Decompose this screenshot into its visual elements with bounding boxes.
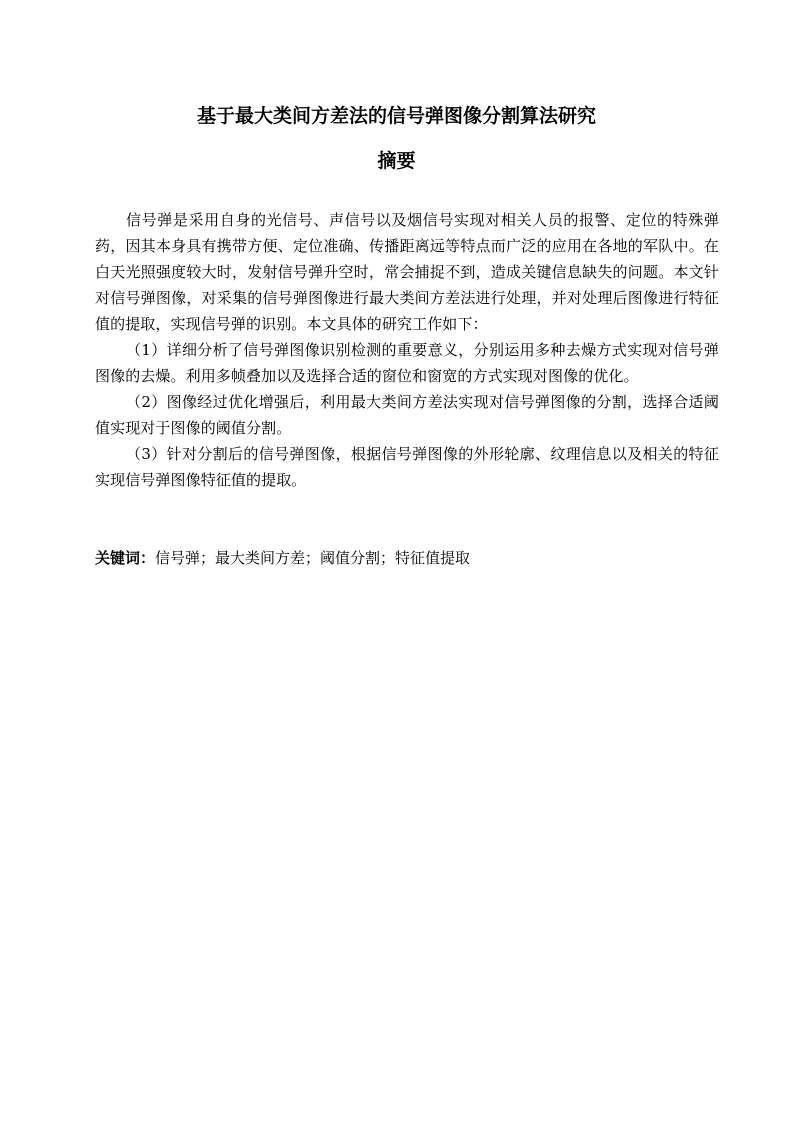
keywords-text: 信号弹；最大类间方差；阈值分割；特征值提取: [155, 549, 471, 567]
abstract-paragraph-intro: 信号弹是采用自身的光信号、声信号以及烟信号实现对相关人员的报警、定位的特殊弹药，因其本身具有携带方便、定位准确、传播距离远等特点而广泛的应用在各地的军队中。在白天光照强度较大时，发射信号弹升空时，常会捕捉不到，造成关键信息缺失的问题。本文针对信号弹图像，对采集的信号弹图像进行最大类间方差法进行处理，并对处理后图像进行特征值的提取，实现信号弹的识别。本文具体的研究工作如下：: [95, 211, 719, 333]
abstract-heading: 摘要: [377, 150, 416, 172]
abstract-body: [95, 207, 719, 493]
abstract-paragraph-item-2: （2）图像经过优化增强后，利用最大类间方差法实现对信号弹图像的分割，选择合适阈值实现对于图像的阈值分割。: [95, 393, 719, 437]
document-title: 基于最大类间方差法的信号弹图像分割算法研究: [196, 105, 596, 127]
keywords-label: 关键词：: [95, 549, 156, 567]
abstract-paragraph-item-1: （1）详细分析了信号弹图像识别检测的重要意义，分别运用多种去燥方式实现对信号弹图像的去燥。利用多帧叠加以及选择合适的窗位和窗宽的方式实现对图像的优化。: [95, 341, 719, 385]
abstract-paragraph-item-3: （3）针对分割后的信号弹图像，根据信号弹图像的外形轮廓、纹理信息以及相关的特征实现信号弹图像特征值的提取。: [95, 445, 719, 489]
keywords-line: [95, 545, 719, 571]
